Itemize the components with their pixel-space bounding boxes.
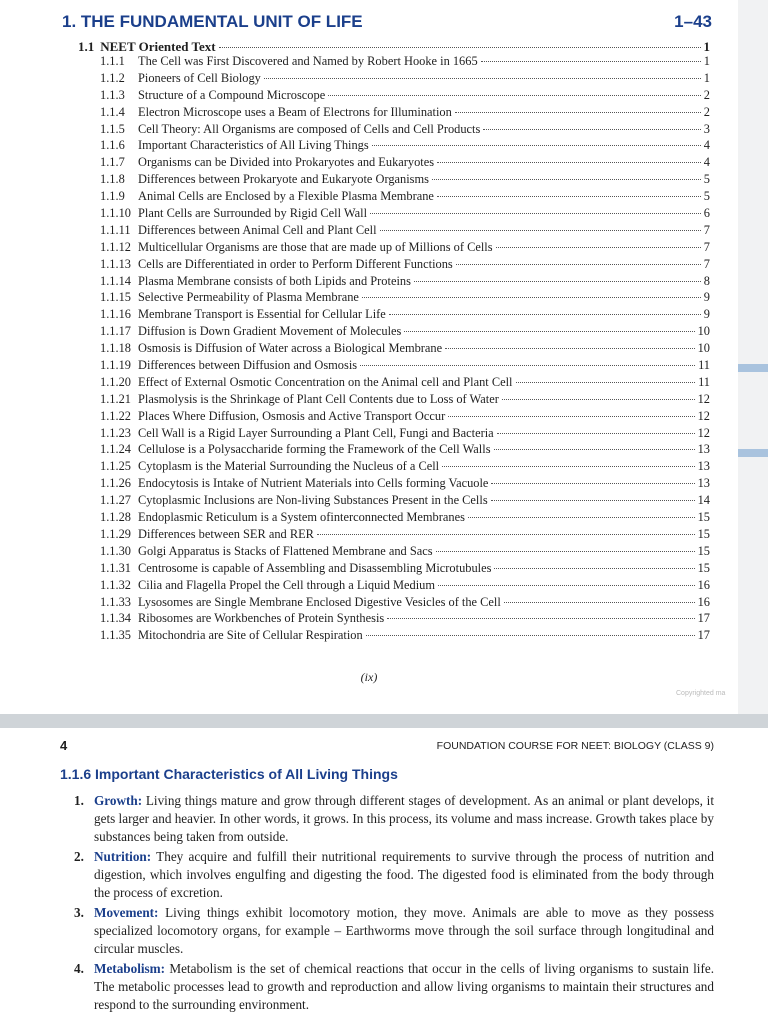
toc-entry[interactable] <box>100 628 710 645</box>
dot-leader <box>372 145 701 146</box>
right-gutter <box>738 0 768 714</box>
list-item-text: Metabolism is the set of chemical reactions that occur in the cells of living organisms to sustain life. The metabolic processes lead to growth and reproduction and allow living organisms to maintain their structures and respond to the surrounding environment. <box>94 961 714 1012</box>
toc-entry-page: 11 <box>698 358 710 373</box>
toc-entry[interactable] <box>100 307 710 324</box>
toc-entry-title: Selective Permeability of Plasma Membrane <box>138 290 359 305</box>
toc-entry-title: Cells are Differentiated in order to Perform Different Functions <box>138 256 453 271</box>
gutter-marker <box>738 364 768 372</box>
toc-entry[interactable] <box>100 544 710 561</box>
list-item-text: They acquire and fulfill their nutritional requirements to survive through the process of nutrition and digestion, which involves engulfing and digesting the food. The digested food is eliminated from the body through the process of excretion. <box>94 849 714 900</box>
toc-entry-number: 1.1.15 <box>100 290 131 305</box>
toc-entry-title: Places Where Diffusion, Osmosis and Active Transport Occur <box>138 408 446 423</box>
toc-entry-number: 1.1.3 <box>100 87 125 102</box>
toc-entry-title: Ribosomes are Workbenches of Protein Synthesis <box>138 611 385 626</box>
list-item-body <box>94 960 714 1014</box>
toc-entry-number: 1.1.18 <box>100 341 131 356</box>
dot-leader <box>468 517 695 518</box>
toc-entry-page: 6 <box>703 206 710 221</box>
toc-entry-title: Diffusion is Down Gradient Movement of Molecules <box>138 324 402 339</box>
dot-leader <box>483 129 700 130</box>
toc-entry[interactable] <box>100 426 710 443</box>
toc-entry-title: Structure of a Compound Microscope <box>138 87 326 102</box>
toc-entry-number: 1.1.4 <box>100 104 125 119</box>
toc-entry-number: 1.1.19 <box>100 358 131 373</box>
list-item-term: Growth: <box>94 793 143 808</box>
toc-entry-title: Lysosomes are Single Membrane Enclosed Digestive Vesicles of the Cell <box>138 594 501 609</box>
toc-entry[interactable] <box>100 189 710 206</box>
toc-entry-page: 5 <box>703 189 710 204</box>
toc-entry[interactable] <box>100 257 710 274</box>
page-folio: (ix) <box>360 670 378 684</box>
toc-entry[interactable] <box>100 88 710 105</box>
copyright-watermark: Copyrighted ma <box>676 690 726 697</box>
toc-entry-title: Golgi Apparatus is Stacks of Flattened Membrane and Sacs <box>138 543 433 558</box>
list-item-text: Living things exhibit locomotory motion, they move. Animals are able to move as they possess specialized locomotory organs, for example – Earthworms move through the soil surface through longitudinal and circular muscles. <box>94 905 714 956</box>
toc-entry-title: Endocytosis is Intake of Nutrient Materials into Cells forming Vacuole <box>138 476 489 491</box>
dot-leader <box>437 196 701 197</box>
toc-entry-number: 1.1.5 <box>100 121 125 136</box>
toc-entry-number: 1.1.11 <box>100 222 131 237</box>
toc-entry-title: Effect of External Osmotic Concentration on the Animal cell and Plant Cell <box>138 374 513 389</box>
toc-entry-page: 11 <box>698 374 710 389</box>
toc-entry-page: 1 <box>703 54 710 68</box>
list-item <box>74 848 714 902</box>
running-head: FOUNDATION COURSE FOR NEET: BIOLOGY (CLASS 9) <box>436 740 714 752</box>
list-item-term: Nutrition: <box>94 849 152 864</box>
dot-leader <box>502 399 695 400</box>
toc-entry-number: 1.1.14 <box>100 273 131 288</box>
toc-entry-number: 1.1.32 <box>100 577 131 592</box>
toc-entry-number: 1.1.26 <box>100 476 131 491</box>
toc-entry[interactable] <box>100 527 710 544</box>
toc-list <box>100 54 710 645</box>
toc-entry-page: 5 <box>703 172 710 187</box>
toc-entry[interactable] <box>100 459 710 476</box>
list-item-body <box>94 848 714 902</box>
toc-entry[interactable] <box>100 375 710 392</box>
toc-entry-title: Plasmolysis is the Shrinkage of Plant Cell Contents due to Loss of Water <box>138 391 499 406</box>
dot-leader <box>456 264 701 265</box>
toc-entry-number: 1.1.12 <box>100 239 131 254</box>
dot-leader <box>264 78 701 79</box>
dot-leader <box>491 483 694 484</box>
toc-entry-page: 9 <box>703 307 710 322</box>
toc-entry-number: 1.1.8 <box>100 172 125 187</box>
toc-entry-number: 1.1.10 <box>100 206 131 221</box>
dot-leader <box>380 230 701 231</box>
dot-leader <box>404 331 694 332</box>
dot-leader <box>317 534 695 535</box>
list-item-text: Living things mature and grow through different stages of development. As an animal or plant develops, it gets larger and heavier. In other words, it grows. In this process, its volume and mass increase. Growth takes place by substances being taken from outside. <box>94 793 714 844</box>
toc-entry-page: 3 <box>703 121 710 136</box>
toc-entry[interactable] <box>100 122 710 139</box>
toc-entry-page: 17 <box>697 611 710 626</box>
dot-leader <box>494 568 694 569</box>
dot-leader <box>445 348 694 349</box>
toc-entry-number: 1.1.1 <box>100 54 125 68</box>
toc-entry-number: 1.1.30 <box>100 543 131 558</box>
toc-entry-number: 1.1.33 <box>100 594 131 609</box>
dot-leader <box>496 247 701 248</box>
toc-entry-page: 17 <box>697 628 710 643</box>
content-page <box>0 728 768 1024</box>
toc-entry-number: 1.1.21 <box>100 391 131 406</box>
toc-entry-title: Animal Cells are Enclosed by a Flexible Plasma Membrane <box>138 189 434 204</box>
toc-entry-title: The Cell was First Discovered and Named by Robert Hooke in 1665 <box>138 54 478 68</box>
list-item <box>74 904 714 958</box>
toc-entry-page: 4 <box>703 155 710 170</box>
toc-entry[interactable] <box>100 206 710 223</box>
toc-entry-page: 13 <box>697 442 710 457</box>
toc-section-number: 1.1 <box>78 39 95 54</box>
toc-entry[interactable] <box>100 155 710 172</box>
toc-entry[interactable] <box>100 172 710 189</box>
page-separator <box>0 714 768 728</box>
toc-entry[interactable] <box>100 476 710 493</box>
list-item-number: 4. <box>74 961 84 976</box>
toc-entry-page: 13 <box>697 476 710 491</box>
dot-leader <box>438 585 695 586</box>
toc-entry-page: 1 <box>703 70 710 85</box>
dot-leader <box>494 449 695 450</box>
dot-leader <box>491 500 695 501</box>
toc-entry[interactable] <box>100 442 710 459</box>
toc-entry-page: 10 <box>697 341 710 356</box>
dot-leader <box>432 179 701 180</box>
toc-entry[interactable] <box>100 138 710 155</box>
toc-section-entry[interactable] <box>78 39 710 55</box>
dot-leader <box>414 281 701 282</box>
toc-entry-page: 8 <box>703 273 710 288</box>
toc-entry-number: 1.1.17 <box>100 324 131 339</box>
list-item <box>74 792 714 846</box>
list-item-term: Movement: <box>94 905 159 920</box>
toc-entry[interactable] <box>100 595 710 612</box>
toc-entry-number: 1.1.31 <box>100 560 131 575</box>
toc-entry-number: 1.1.9 <box>100 189 125 204</box>
toc-entry-page: 15 <box>697 543 710 558</box>
toc-entry[interactable] <box>100 510 710 527</box>
toc-entry-page: 9 <box>703 290 710 305</box>
toc-section-title: NEET Oriented Text <box>100 39 216 54</box>
toc-entry-page: 14 <box>697 493 710 508</box>
toc-entry[interactable] <box>100 54 710 71</box>
toc-entry-title: Mitochondria are Site of Cellular Respiration <box>138 628 363 643</box>
toc-entry-title: Centrosome is capable of Assembling and Disassembling Microtubules <box>138 560 492 575</box>
toc-entry-title: Multicellular Organisms are those that are made up of Millions of Cells <box>138 239 493 254</box>
dot-leader <box>366 635 695 636</box>
toc-entry-title: Cytoplasm is the Material Surrounding the Nucleus of a Cell <box>138 459 440 474</box>
toc-entry-number: 1.1.6 <box>100 138 125 153</box>
toc-entry-number: 1.1.20 <box>100 374 131 389</box>
toc-entry-number: 1.1.29 <box>100 526 131 541</box>
page-number: 4 <box>60 738 68 753</box>
dot-leader <box>497 433 695 434</box>
dot-leader <box>328 95 701 96</box>
toc-entry-page: 7 <box>703 239 710 254</box>
toc-entry[interactable] <box>100 409 710 426</box>
toc-entry-page: 15 <box>697 526 710 541</box>
toc-entry-page: 7 <box>703 256 710 271</box>
toc-entry[interactable] <box>100 240 710 257</box>
toc-entry[interactable] <box>100 611 710 628</box>
toc-entry-number: 1.1.34 <box>100 611 131 626</box>
toc-entry-page: 12 <box>697 408 710 423</box>
dot-leader <box>481 61 701 62</box>
toc-entry-number: 1.1.2 <box>100 70 125 85</box>
dot-leader <box>360 365 695 366</box>
toc-entry-page: 15 <box>697 560 710 575</box>
characteristics-list <box>74 792 714 1016</box>
toc-entry-number: 1.1.23 <box>100 425 131 440</box>
dot-leader <box>437 162 701 163</box>
dot-leader <box>370 213 701 214</box>
toc-entry[interactable] <box>100 341 710 358</box>
toc-entry-page: 4 <box>703 138 710 153</box>
dot-leader <box>516 382 696 383</box>
dot-leader <box>219 47 701 48</box>
toc-entry-page: 2 <box>703 87 710 102</box>
toc-entry-number: 1.1.25 <box>100 459 131 474</box>
toc-entry-title: Differences between SER and RER <box>138 526 314 541</box>
toc-entry[interactable] <box>100 578 710 595</box>
list-item <box>74 960 714 1014</box>
toc-entry[interactable] <box>100 358 710 375</box>
toc-entry-title: Important Characteristics of All Living Things <box>138 138 369 153</box>
toc-entry[interactable] <box>100 290 710 307</box>
toc-entry-title: Endoplasmic Reticulum is a System ofinterconnected Membranes <box>138 510 465 525</box>
toc-entry[interactable] <box>100 274 710 291</box>
dot-leader <box>455 112 701 113</box>
toc-entry-title: Plant Cells are Surrounded by Rigid Cell Wall <box>138 206 368 221</box>
toc-entry-title: Plasma Membrane consists of both Lipids and Proteins <box>138 273 411 288</box>
list-item-number: 2. <box>74 849 84 864</box>
toc-entry-title: Organisms can be Divided into Prokaryotes and Eukaryotes <box>138 155 435 170</box>
toc-entry-page: 16 <box>697 577 710 592</box>
dot-leader <box>442 466 695 467</box>
dot-leader <box>389 314 701 315</box>
toc-entry-number: 1.1.35 <box>100 628 131 643</box>
toc-entry-page: 16 <box>697 594 710 609</box>
dot-leader <box>448 416 694 417</box>
toc-entry-title: Cellulose is a Polysaccharide forming the Framework of the Cell Walls <box>138 442 491 457</box>
toc-entry-title: Cell Theory: All Organisms are composed of Cells and Cell Products <box>138 121 481 136</box>
toc-entry-number: 1.1.16 <box>100 307 131 322</box>
list-item-term: Metabolism: <box>94 961 166 976</box>
toc-entry-page: 15 <box>697 510 710 525</box>
toc-entry-title: Cytoplasmic Inclusions are Non-living Substances Present in the Cells <box>138 493 488 508</box>
dot-leader <box>387 618 694 619</box>
dot-leader <box>362 297 701 298</box>
toc-entry-page: 12 <box>697 425 710 440</box>
toc-entry[interactable] <box>100 561 710 578</box>
toc-entry-title: Pioneers of Cell Biology <box>138 70 261 85</box>
toc-entry-page: 12 <box>697 391 710 406</box>
toc-entry-page: 10 <box>697 324 710 339</box>
toc-entry[interactable] <box>100 223 710 240</box>
toc-entry-number: 1.1.27 <box>100 493 131 508</box>
toc-entry-title: Differences between Diffusion and Osmosis <box>138 358 358 373</box>
gutter-marker <box>738 449 768 457</box>
list-item-body <box>94 904 714 958</box>
toc-entry[interactable] <box>100 392 710 409</box>
toc-section-page: 1 <box>703 39 710 54</box>
toc-entry-page: 7 <box>703 222 710 237</box>
dot-leader <box>436 551 695 552</box>
chapter-page-range: 1–43 <box>674 12 712 31</box>
list-item-number: 1. <box>74 793 84 808</box>
toc-entry-title: Differences between Prokaryote and Eukaryote Organisms <box>138 172 429 187</box>
toc-entry[interactable] <box>100 105 710 122</box>
list-item-number: 3. <box>74 905 84 920</box>
toc-entry[interactable] <box>100 493 710 510</box>
section-heading: 1.1.6 Important Characteristics of All Living Things <box>60 766 398 782</box>
toc-entry-number: 1.1.24 <box>100 442 131 457</box>
toc-entry-number: 1.1.13 <box>100 256 131 271</box>
toc-entry[interactable] <box>100 324 710 341</box>
toc-entry-page: 2 <box>703 104 710 119</box>
toc-entry[interactable] <box>100 71 710 88</box>
toc-entry-page: 13 <box>697 459 710 474</box>
toc-entry-title: Osmosis is Diffusion of Water across a Biological Membrane <box>138 341 443 356</box>
toc-entry-title: Differences between Animal Cell and Plant Cell <box>138 222 377 237</box>
toc-entry-title: Membrane Transport is Essential for Cellular Life <box>138 307 386 322</box>
chapter-heading <box>62 12 712 32</box>
toc-entry-number: 1.1.28 <box>100 510 131 525</box>
toc-entry-number: 1.1.7 <box>100 155 125 170</box>
toc-entry-number: 1.1.22 <box>100 408 131 423</box>
toc-entry-title: Cilia and Flagella Propel the Cell through a Liquid Medium <box>138 577 435 592</box>
toc-entry-title: Cell Wall is a Rigid Layer Surrounding a Plant Cell, Fungi and Bacteria <box>138 425 494 440</box>
list-item-body <box>94 792 714 846</box>
dot-leader <box>504 602 695 603</box>
toc-entry-title: Electron Microscope uses a Beam of Electrons for Illumination <box>138 104 452 119</box>
chapter-title: 1. THE FUNDAMENTAL UNIT OF LIFE <box>62 12 363 31</box>
